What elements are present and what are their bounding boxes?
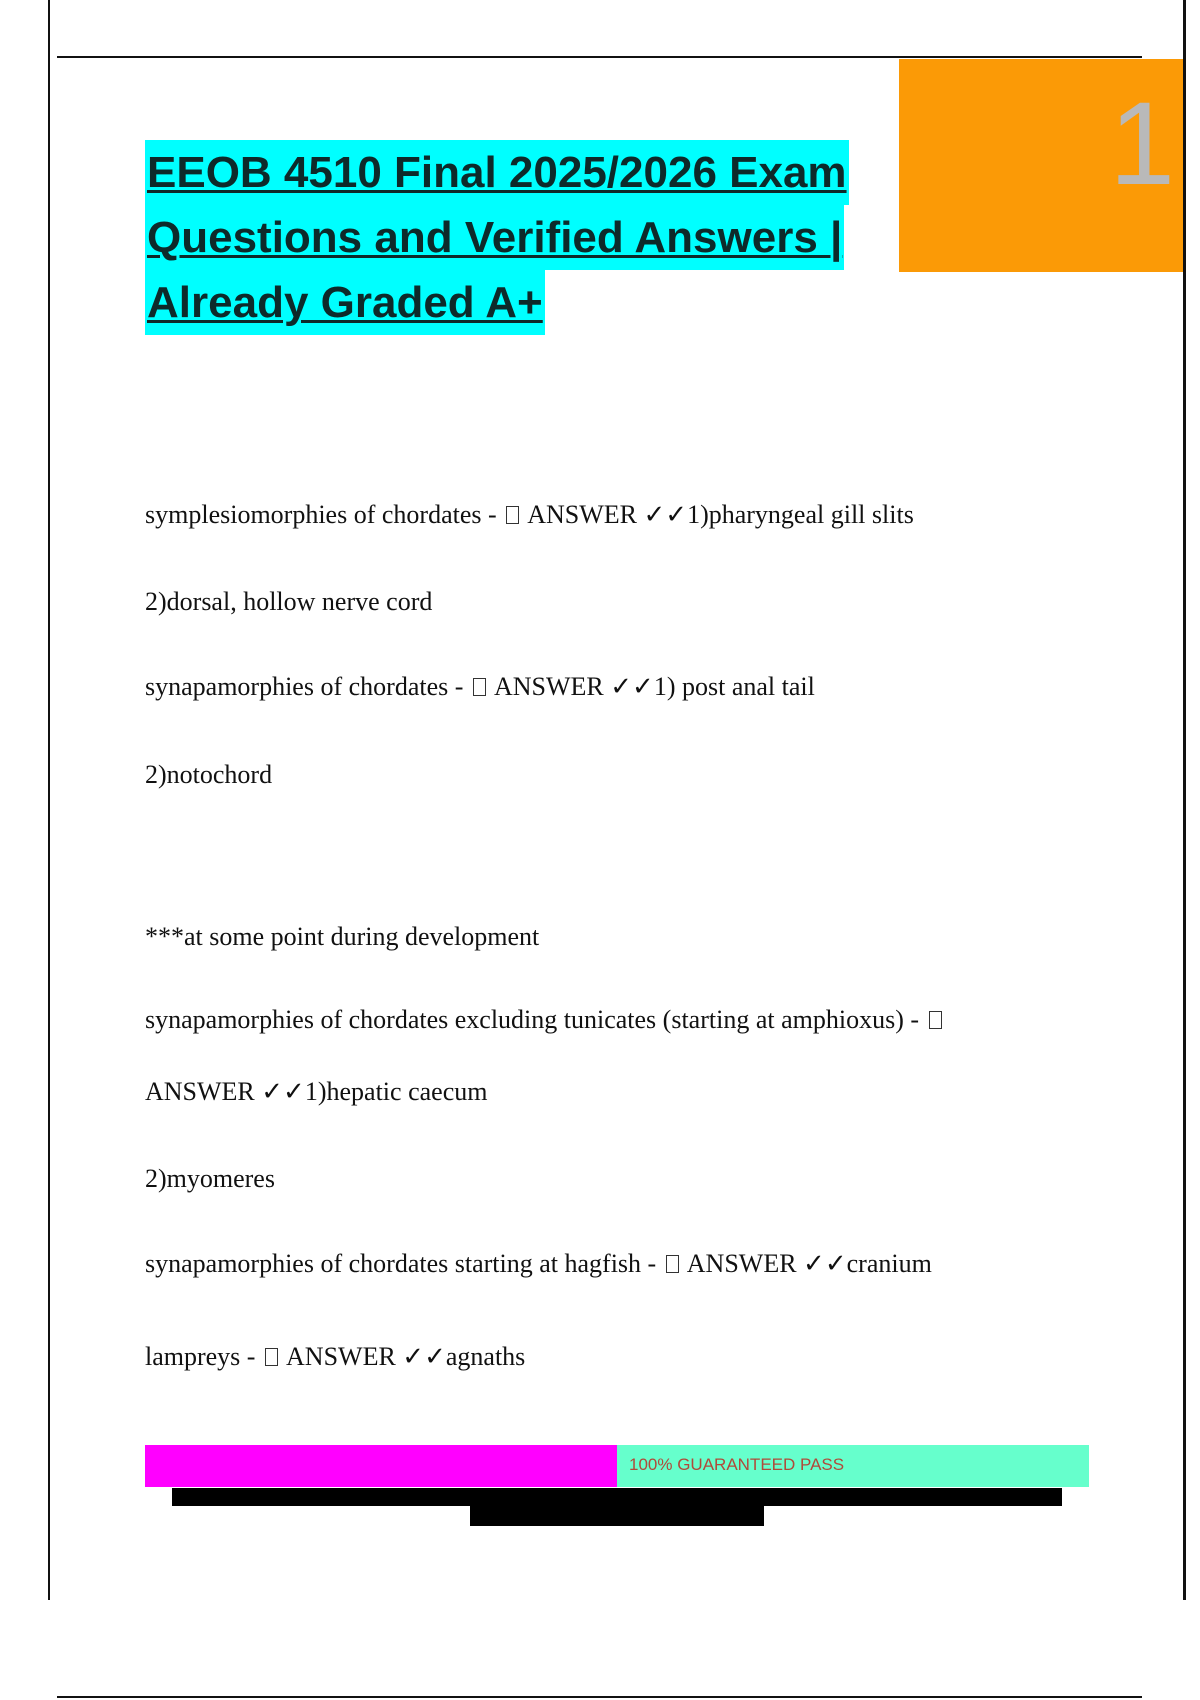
qa-question-line: synapamorphies of chordates starting at hagfish - ANSWER ✓✓cranium [145, 1249, 932, 1278]
qa-answer-line: 2)dorsal, hollow nerve cord [145, 587, 433, 616]
qa-note-line: ***at some point during development [145, 922, 540, 951]
missing-glyph-box-icon [473, 678, 486, 696]
qa-question-line: symplesiomorphies of chordates - ANSWER ✓✓1)pharyngeal gill slits [145, 500, 914, 529]
page-left-border [48, 0, 50, 1600]
qa-question-line: lampreys - ANSWER ✓✓agnaths [145, 1342, 526, 1371]
qa-answer-line: 2)myomeres [145, 1164, 275, 1193]
page-number: 1 [1109, 78, 1175, 210]
footer-banner [145, 1445, 1089, 1487]
footer-black-bar [172, 1488, 1062, 1506]
qa-question-line: synapamorphies of chordates excluding tunicates (starting at amphioxus) - [145, 1005, 945, 1035]
qa-answer-line: ANSWER ✓✓1)hepatic caecum [145, 1077, 488, 1106]
missing-glyph-box-icon [929, 1011, 942, 1029]
footer-magenta-block [145, 1445, 617, 1487]
title-line: Already Graded A+ [145, 270, 545, 335]
page-right-border [1183, 0, 1186, 1600]
document-title [145, 140, 925, 335]
missing-glyph-box-icon [265, 1348, 278, 1366]
missing-glyph-box-icon [666, 1255, 679, 1273]
footer-mint-block [617, 1445, 1089, 1487]
header-rule [57, 56, 1142, 58]
guarantee-label: 100% GUARANTEED PASS [629, 1455, 845, 1474]
qa-answer-line: 2)notochord [145, 760, 273, 789]
footer-rule [57, 1696, 1142, 1698]
qa-question-line: synapamorphies of chordates - ANSWER ✓✓1) post anal tail [145, 672, 815, 701]
missing-glyph-box-icon [506, 506, 519, 524]
title-line: Questions and Verified Answers | [145, 205, 844, 270]
page-number-badge [899, 59, 1183, 272]
title-line: EEOB 4510 Final 2025/2026 Exam [145, 140, 849, 205]
footer-black-bar [470, 1506, 764, 1526]
